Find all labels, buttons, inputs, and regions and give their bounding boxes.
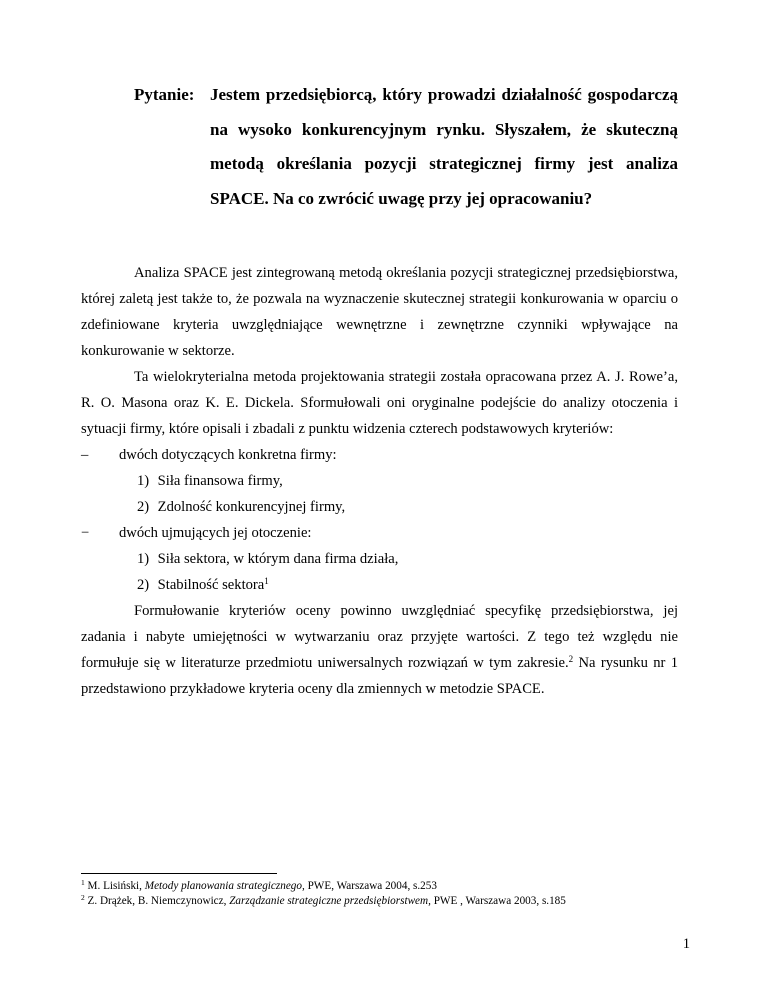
list-number: 2): [137, 577, 150, 593]
list-item: [81, 572, 678, 598]
footnote-author: Z. Drążek, B. Niemczynowicz,: [84, 895, 230, 907]
footnote: [81, 894, 701, 909]
list-item-text: Stabilność sektora: [157, 577, 265, 593]
question-label: Pytanie:: [134, 85, 195, 104]
page-number: 1: [682, 936, 690, 952]
list-number: 1): [137, 473, 150, 489]
footnote: [81, 879, 701, 894]
footnote-title: Zarządzanie strategiczne przedsiębiorstwem,: [229, 895, 431, 907]
body-text: [81, 260, 678, 702]
footnote-publisher: PWE, Warszawa 2004, s.253: [304, 880, 437, 892]
dash-bullet: −: [81, 525, 90, 541]
paragraph-intro: Analiza SPACE jest zintegrowaną metodą określania pozycji strategicznej przedsiębiorstwa, której zaletą jest także to, że pozwala na wyznaczenie skutecznej strategii konkurowania w oparciu o zdefiniowane kryteria uwzględniające wewnętrzne i zewnętrzne czynniki wpływające na konkurowanie w sektorze.: [81, 265, 678, 359]
question-text: Jestem przedsiębiorcą, który prowadzi działalność gospodarczą na wysoko konkurencyjnym rynku. Słyszałem, że skuteczną metodą określania pozycji strategicznej firmy jest analiza SPACE. Na co zwrócić uwagę przy jej opracowaniu?: [210, 85, 678, 208]
footnote-number: 2: [81, 893, 85, 902]
list-item: [81, 468, 678, 494]
paragraph-criteria: [81, 598, 678, 702]
footnote-publisher: PWE , Warszawa 2003, s.185: [430, 895, 566, 907]
paragraph-text: Na rysunku nr 1 przedstawiono przykładowe kryteria oceny dla zmiennych w metodzie SPACE.: [81, 655, 678, 697]
footnotes: [81, 879, 701, 909]
list-item-text: Siła finansowa firmy,: [157, 473, 283, 489]
footnote-ref[interactable]: 2: [568, 654, 574, 664]
footnote-number: 1: [81, 878, 85, 887]
list-number: 1): [137, 551, 150, 567]
criteria-group-label: dwóch ujmujących jej otoczenie:: [119, 525, 312, 541]
paragraph-text: Formułowanie kryteriów oceny powinno uwzględniać specyfikę przedsiębiorstwa, jej zadania i nabyte umiejętności w wytwarzaniu oraz przyjęte wartości. Z tego też względu nie formułuje się w literaturze przedmiotu uniwersalnych rozwiązań w tym zakresie.: [81, 603, 678, 671]
list-item-text: Zdolność konkurencyjnej firmy,: [157, 499, 346, 515]
list-number: 2): [137, 499, 150, 515]
paragraph-authors: Ta wielokryterialna metoda projektowania strategii została opracowana przez A. J. Rowe’a, R. O. Masona oraz K. E. Dickela. Sformułowali oni oryginalne podejście do analizy otoczenia i sytuacji firmy, które opisali i zbadali z punktu widzenia czterech podstawowych kryteriów:: [81, 369, 678, 437]
dash-bullet: –: [81, 447, 89, 463]
criteria-group-label: dwóch dotyczących konkretna firmy:: [119, 447, 337, 463]
criteria-group-firm: [81, 442, 678, 468]
list-item: [81, 494, 678, 520]
list-item-text: Siła sektora, w którym dana firma działa,: [157, 551, 399, 567]
criteria-group-environment: [81, 520, 678, 546]
list-item: [81, 546, 678, 572]
footnote-ref[interactable]: 1: [264, 576, 269, 586]
footnote-title: Metody planowania strategicznego,: [144, 880, 305, 892]
footnote-author: M. Lisiński,: [84, 880, 145, 892]
footnote-separator: [81, 873, 277, 874]
